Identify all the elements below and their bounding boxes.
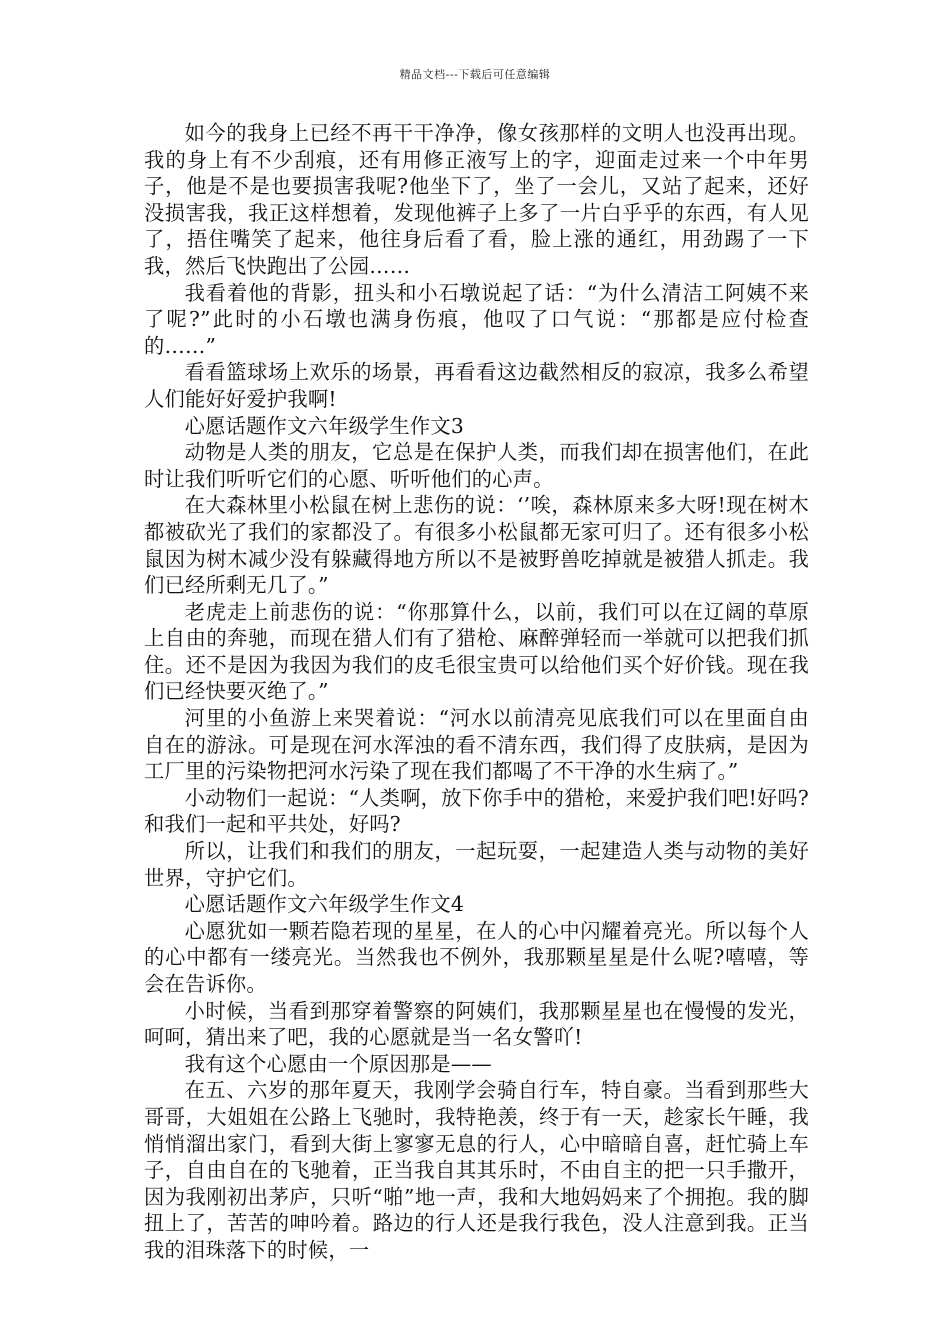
paragraph: 动物是人类的朋友，它总是在保护人类，而我们却在损害他们，在此时让我们听听它们的心愿、听听他们的心声。 <box>144 440 809 491</box>
document-body <box>144 120 809 1264</box>
paragraph: 我看着他的背影，扭头和小石墩说起了话：“为什么清洁工阿姨不来了呢?”此时的小石墩也满身伤痕，他叹了口气说：“那都是应付检查的……” <box>144 280 809 358</box>
paragraph: 小动物们一起说：“人类啊，放下你手中的猎枪，来爱护我们吧!好吗?和我们一起和平共处，好吗? <box>144 785 809 837</box>
paragraph: 心愿犹如一颗若隐若现的星星，在人的心中闪耀着亮光。所以每个人的心中都有一缕亮光。当然我也不例外，我那颗星星是什么呢?嘻嘻，等会在告诉你。 <box>144 918 809 996</box>
paragraph: 河里的小鱼游上来哭着说：“河水以前清亮见底我们可以在里面自由自在的游泳。可是现在河水浑浊的看不清东西，我们得了皮肤病，是因为工厂里的污染物把河水污染了现在我们都喝了不干净的水生病了。” <box>144 706 809 784</box>
page-header-note: 精品文档---下载后可任意编辑 <box>399 68 551 81</box>
paragraph: 所以，让我们和我们的朋友，一起玩耍，一起建造人类与动物的美好世界，守护它们。 <box>144 839 809 890</box>
paragraph: 小时候，当看到那穿着警察的阿姨们，我那颗星星也在慢慢的发光，呵呵，猜出来了吧，我的心愿就是当一名女警吖! <box>144 998 809 1050</box>
paragraph: 在五、六岁的那年夏天，我刚学会骑自行车，特自豪。当看到那些大哥哥，大姐姐在公路上飞驰时，我特艳羡，终于有一天，趁家长午睡，我悄悄溜出家门，看到大街上寥寥无息的行人，心中暗暗自喜，赶忙骑上车子，自由自在的飞驰着，正当我自其其乐时，不由自主的把一只手撒开，因为我刚初出茅庐，只听“啪”地一声，我和大地妈妈来了个拥抱。我的脚扭上了，苦苦的呻吟着。路边的行人还是我行我色，没人注意到我。正当我的泪珠落下的时候，一 <box>144 1078 809 1262</box>
paragraph: 看看篮球场上欢乐的场景，再看看这边截然相反的寂凉，我多么希望人们能好好爱护我啊! <box>144 360 809 411</box>
paragraph: 老虎走上前悲伤的说：“你那算什么，以前，我们可以在辽阔的草原上自由的奔驰，而现在猎人们有了猎枪、麻醉弹轻而一举就可以把我们抓住。还不是因为我因为我们的皮毛很宝贵可以给他们买个好价钱。现在我们已经快要灭绝了。” <box>144 599 809 704</box>
paragraph: 如今的我身上已经不再干干净净，像女孩那样的文明人也没再出现。我的身上有不少刮痕，还有用修正液写上的字，迎面走过来一个中年男子，他是不是也要损害我呢?他坐下了，坐了一会儿，又站了起来，还好没损害我，我正这样想着，发现他裤子上多了一片白乎乎的东西，有人见了，捂住嘴笑了起来，他往身后看了看，脸上涨的通红，用劲踢了一下我，然后飞快跑出了公园…… <box>144 121 809 278</box>
paragraph: 我有这个心愿由一个原因那是—— <box>184 1051 492 1076</box>
section-heading: 心愿话题作文六年级学生作文3 <box>184 413 464 438</box>
paragraph: 在大森林里小松鼠在树上悲伤的说：‘’唉，森林原来多大呀!现在树木都被砍光了我们的家都没了。有很多小松鼠都无家可归了。还有很多小松鼠因为树木减少没有躲藏得地方所以不是被野兽吃掉就是被猎人抓走。我们已经所剩无几了。” <box>144 493 809 598</box>
section-heading: 心愿话题作文六年级学生作文4 <box>184 892 464 917</box>
